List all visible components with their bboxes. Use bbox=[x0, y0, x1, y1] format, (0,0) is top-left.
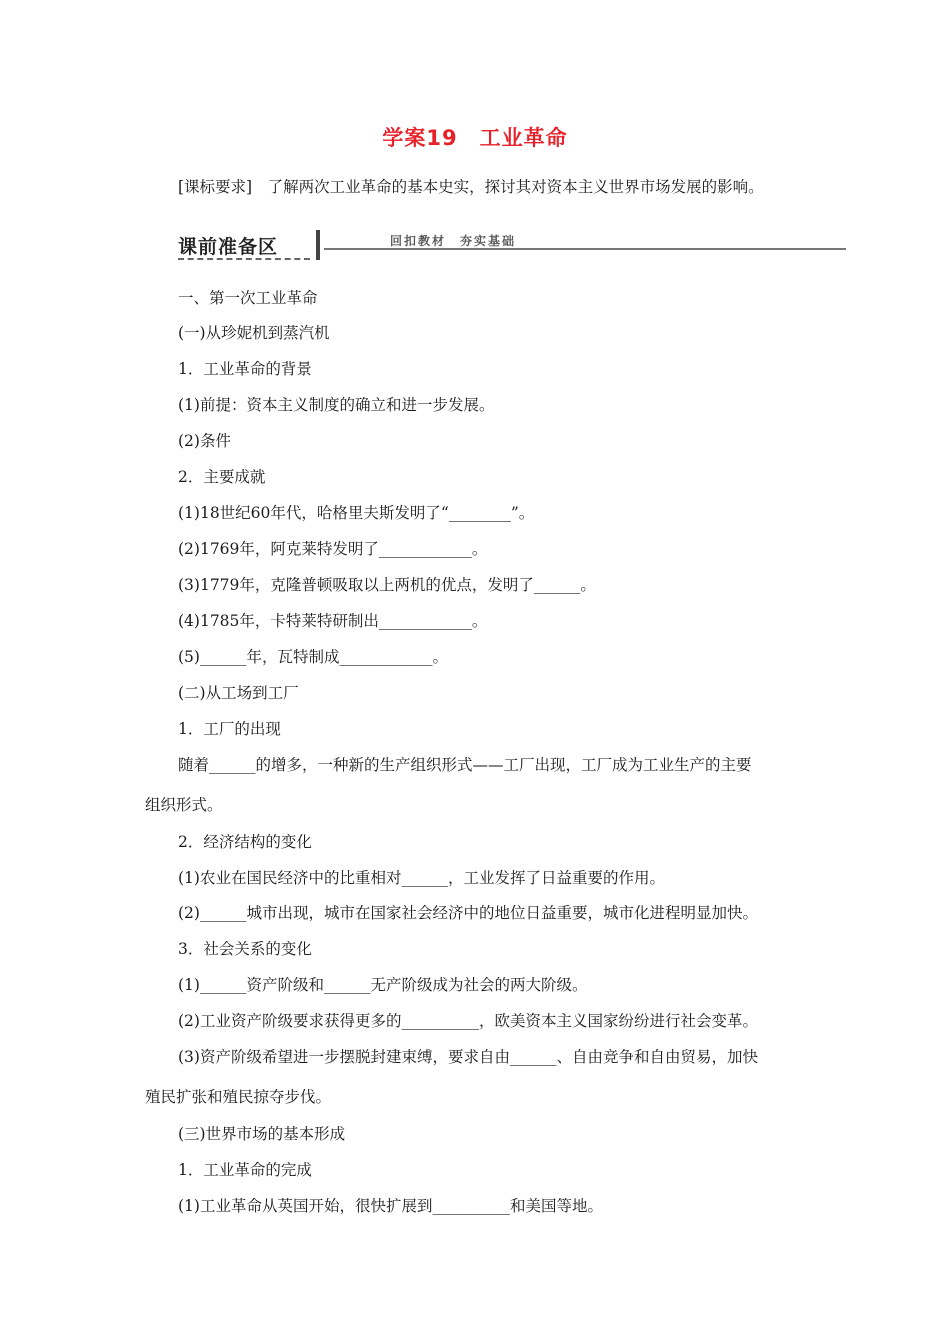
heading-level3: 2．经济结构的变化 bbox=[178, 833, 312, 851]
fill-blank-line: (4)1785年，卡特莱特研制出____________。 bbox=[178, 612, 488, 630]
fill-blank-line: (5)______年，瓦特制成____________。 bbox=[178, 648, 448, 666]
banner-subtitle: 回扣教材 夯实基础 bbox=[390, 234, 517, 248]
heading-level3: 1．工业革命的完成 bbox=[178, 1161, 312, 1179]
heading-level3: 1．工厂的出现 bbox=[178, 720, 281, 738]
heading-level1: 一、第一次工业革命 bbox=[178, 289, 318, 307]
banner-dashed-underline bbox=[178, 258, 310, 260]
fill-blank-line: (2)______城市出现，城市在国家社会经济中的地位日益重要，城市化进程明显加快。 bbox=[178, 904, 758, 922]
fill-blank-line: (3)1779年，克隆普顿吸取以上两机的优点，发明了______。 bbox=[178, 576, 596, 594]
banner-divider bbox=[316, 230, 320, 260]
text-line: 殖民扩张和殖民掠夺步伐。 bbox=[145, 1088, 332, 1106]
heading-level2: (一)从珍妮机到蒸汽机 bbox=[178, 324, 330, 342]
fill-blank-line: (2)工业资产阶级要求获得更多的__________，欧美资本主义国家纷纷进行社会变革。 bbox=[178, 1012, 758, 1030]
page-title: 学案19 工业革命 bbox=[382, 126, 568, 150]
heading-level3: 1．工业革命的背景 bbox=[178, 360, 312, 378]
text-line: 组织形式。 bbox=[145, 796, 223, 814]
section-banner bbox=[178, 230, 848, 262]
banner-title: 课前准备区 bbox=[178, 236, 279, 258]
fill-blank-line: (2)1769年，阿克莱特发明了____________。 bbox=[178, 540, 488, 558]
heading-level2: (三)世界市场的基本形成 bbox=[178, 1125, 346, 1143]
heading-level3: 2．主要成就 bbox=[178, 468, 266, 486]
text-line: (2)条件 bbox=[178, 432, 231, 450]
fill-blank-line: (3)资产阶级希望进一步摆脱封建束缚，要求自由______、自由竞争和自由贸易，加快 bbox=[178, 1048, 758, 1066]
curriculum-requirement: [课标要求] 了解两次工业革命的基本史实，探讨其对资本主义世界市场发展的影响。 bbox=[178, 178, 764, 196]
fill-blank-line: (1)农业在国民经济中的比重相对______，工业发挥了日益重要的作用。 bbox=[178, 869, 665, 887]
fill-blank-line: (1)工业革命从英国开始，很快扩展到__________和美国等地。 bbox=[178, 1197, 603, 1215]
fill-blank-line: (1)______资产阶级和______无产阶级成为社会的两大阶级。 bbox=[178, 976, 588, 994]
heading-level2: (二)从工场到工厂 bbox=[178, 684, 299, 702]
heading-level3: 3．社会关系的变化 bbox=[178, 940, 312, 958]
fill-blank-line: 随着______的增多，一种新的生产组织形式——工厂出现，工厂成为工业生产的主要 bbox=[178, 756, 752, 774]
text-line: (1)前提：资本主义制度的确立和进一步发展。 bbox=[178, 396, 495, 414]
fill-blank-line: (1)18世纪60年代，哈格里夫斯发明了“________”。 bbox=[178, 504, 535, 522]
